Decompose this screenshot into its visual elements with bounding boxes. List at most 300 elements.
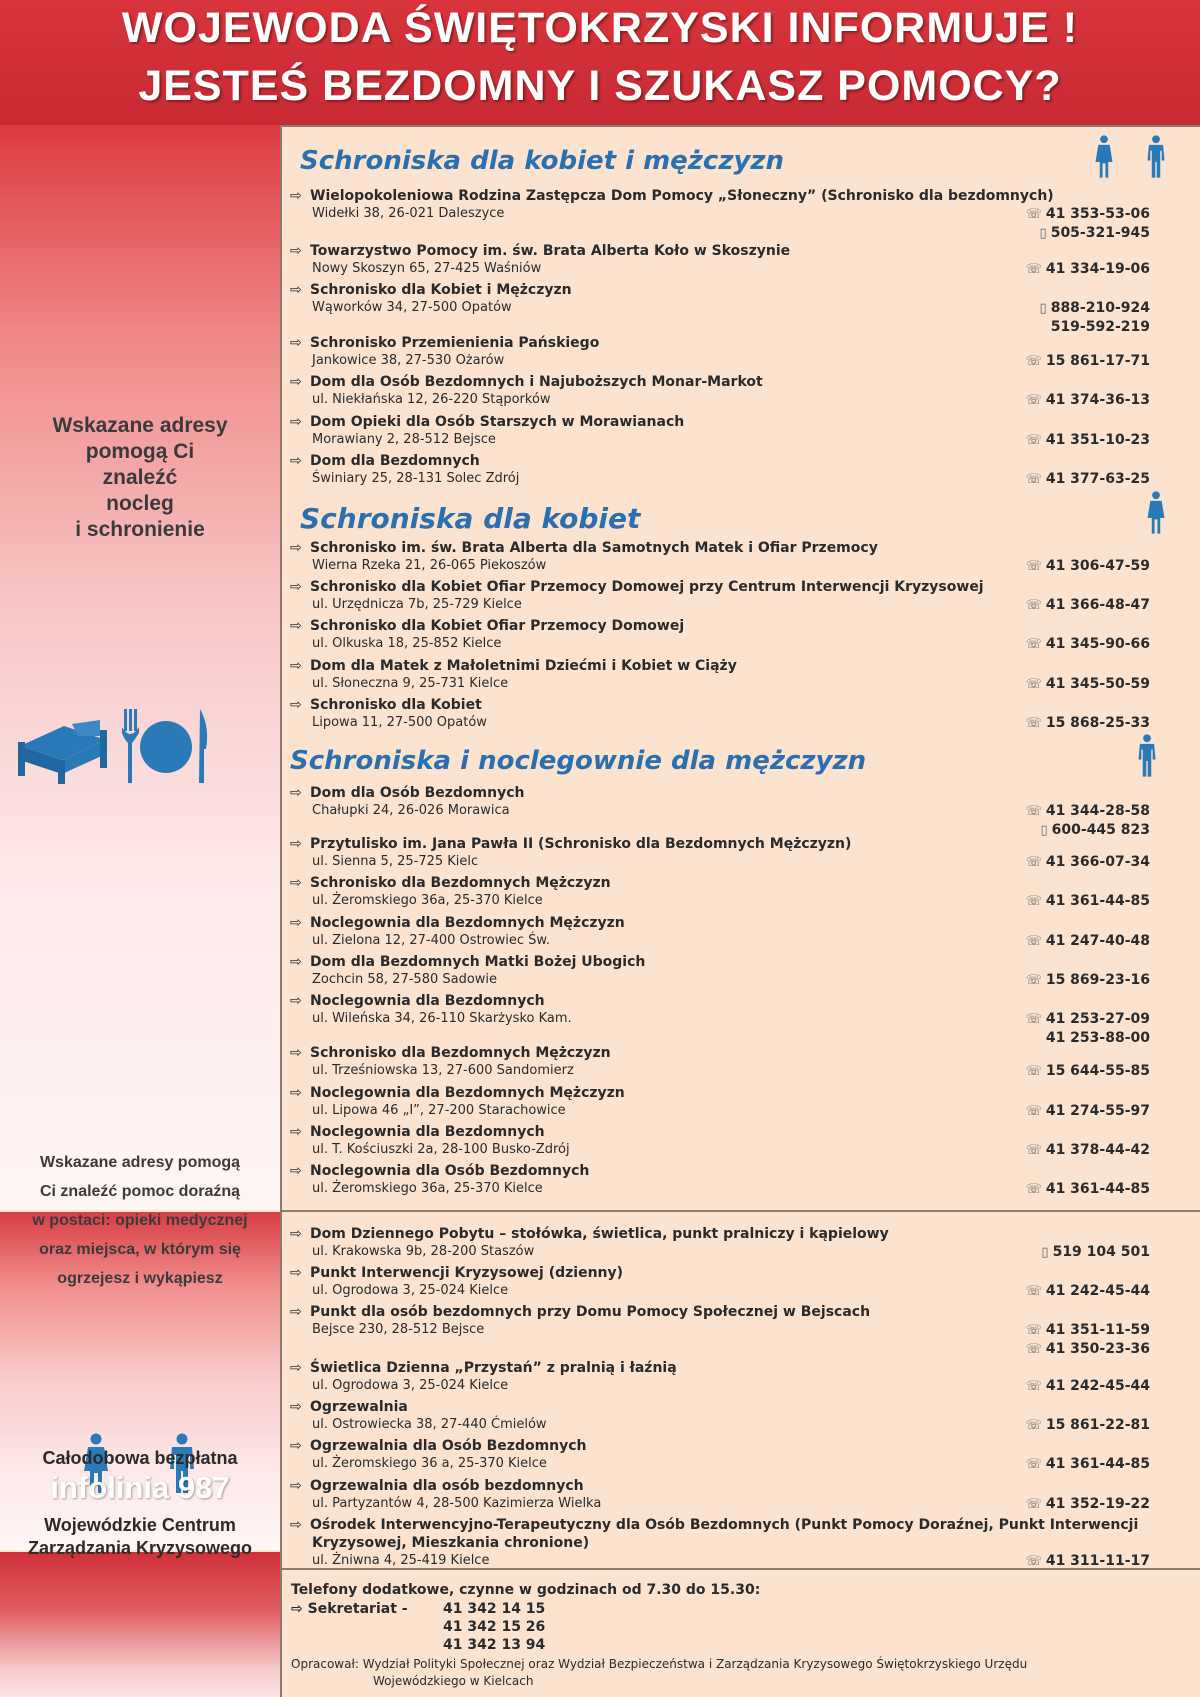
phone-icon: ☏ xyxy=(1025,472,1042,487)
entry-name xyxy=(290,1303,1150,1321)
phone-number-text: 15 869-23-16 xyxy=(1045,972,1150,988)
phone-number-text: 41 351-11-59 xyxy=(1045,1322,1150,1338)
entry-name-text: Schronisko Przemienienia Pańskiego xyxy=(310,335,600,351)
entry-name xyxy=(290,1516,1150,1534)
entry-phones xyxy=(1026,431,1150,450)
footer-phone: 41 342 14 15 xyxy=(443,1601,546,1617)
infolinia-number: infolinia 987 xyxy=(50,1470,230,1505)
entry-name-text: Schronisko dla Bezdomnych Mężczyzn xyxy=(310,875,611,891)
cutlery-icon xyxy=(118,707,210,785)
footer-credit xyxy=(291,1656,1171,1690)
entry-address: Chałupki 24, 26-026 Morawica xyxy=(312,803,510,818)
infolinia-org xyxy=(0,1514,280,1560)
entry-address: Nowy Skoszyn 65, 27-425 Waśniów xyxy=(312,261,542,276)
arrow-icon: ⇨ xyxy=(290,453,302,469)
list-item xyxy=(290,874,1150,910)
entry-name xyxy=(290,992,1150,1010)
infolinia-label: Całodobowa bezpłatna xyxy=(42,1448,238,1468)
list-item xyxy=(290,452,1150,488)
phone-number-text: 41 345-50-59 xyxy=(1045,676,1150,692)
entry-name-text: Wielopokoleniowa Rodzina Zastępcza Dom Pomocy „Słoneczny” (Schronisko dla bezdomnych) xyxy=(310,188,1054,204)
entry-name-text: Noclegownia dla Osób Bezdomnych xyxy=(310,1163,590,1179)
arrow-icon: ⇨ xyxy=(290,335,302,351)
entry-phones xyxy=(1026,205,1150,243)
phone-icon: ▯ xyxy=(1039,226,1047,241)
phone-icon: ☏ xyxy=(1025,855,1042,870)
entry-name xyxy=(290,696,1150,714)
phone-number[interactable] xyxy=(1026,205,1150,224)
arrow-icon: ⇨ xyxy=(290,875,302,891)
sidebar-text-shelter xyxy=(0,413,280,543)
list-item xyxy=(290,281,1150,335)
entry-phones xyxy=(1026,1010,1150,1048)
arrow-icon: ⇨ xyxy=(290,243,302,259)
list-item xyxy=(290,1516,1150,1570)
arrow-icon: ⇨ xyxy=(290,697,302,713)
entry-address: Wąworków 34, 27-500 Opatów xyxy=(312,300,512,315)
entry-phones xyxy=(1026,1455,1150,1474)
phone-number-text: 505-321-945 xyxy=(1050,225,1150,241)
phone-icon: ☏ xyxy=(1025,1064,1042,1079)
phone-number[interactable] xyxy=(1026,1321,1150,1340)
entry-address: Widełki 38, 26-021 Daleszyce xyxy=(312,206,505,221)
phone-icon: ☏ xyxy=(1025,207,1042,222)
phone-number-text: 41 344-28-58 xyxy=(1045,803,1150,819)
arrow-icon: ⇨ xyxy=(290,188,302,204)
entry-name xyxy=(290,657,1150,675)
section-title-women: Schroniska dla kobiet xyxy=(300,502,641,535)
phone-icon: ☏ xyxy=(1025,393,1042,408)
phone-number[interactable] xyxy=(1041,1243,1150,1262)
phone-icon: ☏ xyxy=(1025,934,1042,949)
phone-number-text: 41 366-07-34 xyxy=(1045,854,1150,870)
entry-address: ul. Trześniowska 13, 27-600 Sandomierz xyxy=(312,1063,574,1078)
entry-address: ul. Krakowska 9b, 28-200 Staszów xyxy=(312,1244,535,1259)
phone-number[interactable] xyxy=(1026,1340,1150,1359)
entry-name-text: Ogrzewalnia dla osób bezdomnych xyxy=(310,1478,584,1494)
phone-number[interactable] xyxy=(1026,714,1150,733)
sidebar-text-line: ogrzejesz i wykąpiesz xyxy=(57,1270,223,1287)
entry-name xyxy=(290,1264,1150,1282)
entry-address: Zochcin 58, 27-580 Sadowie xyxy=(312,972,498,987)
list-item xyxy=(290,1437,1150,1473)
header-subtitle: JESTEŚ BEZDOMNY I SZUKASZ POMOCY? xyxy=(138,62,1062,110)
entry-name-text: Noclegownia dla Bezdomnych Mężczyzn xyxy=(310,915,625,931)
entry-phones xyxy=(1026,1282,1150,1301)
phone-number-text: 41 242-45-44 xyxy=(1045,1283,1150,1299)
entry-phones xyxy=(1026,892,1150,911)
entry-name-text: Ośrodek Interwencyjno-Terapeutyczny dla Osób Bezdomnych (Punkt Pomocy Doraźnej, Punkt Interwencji xyxy=(310,1517,1139,1533)
list-item xyxy=(290,617,1150,653)
sekretariat-label: Sekretariat - xyxy=(307,1601,408,1617)
arrow-icon: ⇨ xyxy=(290,282,302,298)
sidebar-text-line: Wskazane adresy xyxy=(52,414,228,437)
entry-name xyxy=(290,1225,1150,1243)
entry-name xyxy=(290,187,1150,205)
entry-address: ul. Partyzantów 4, 28-500 Kazimierza Wielka xyxy=(312,1496,602,1511)
entry-phones xyxy=(1026,1377,1150,1396)
phone-number[interactable] xyxy=(1026,635,1150,654)
entry-address: ul. Żeromskiego 36 a, 25-370 Kielce xyxy=(312,1456,547,1471)
entry-address: ul. Żeromskiego 36a, 25-370 Kielce xyxy=(312,893,543,908)
arrow-icon: ⇨ xyxy=(290,1265,302,1281)
phone-number-text: 600-445 823 xyxy=(1051,822,1150,838)
entry-name xyxy=(290,281,1150,299)
list-item xyxy=(290,953,1150,989)
entry-name xyxy=(290,413,1150,431)
phone-icon: ☏ xyxy=(1025,1323,1042,1338)
entry-name-text: Świetlica Dzienna „Przystań” z pralnią i łaźnią xyxy=(310,1360,677,1376)
entry-phones xyxy=(1026,1102,1150,1121)
phone-icon: ☏ xyxy=(1025,894,1042,909)
entry-address: ul. Ogrodowa 3, 25-024 Kielce xyxy=(312,1283,509,1298)
phone-number[interactable] xyxy=(1026,1416,1150,1435)
arrow-icon: ⇨ xyxy=(290,1304,302,1320)
entry-name xyxy=(290,835,1150,853)
phone-icon: ☏ xyxy=(1025,433,1042,448)
phone-number-text: 15 868-25-33 xyxy=(1045,715,1150,731)
entry-name-text: Dom dla Bezdomnych Matki Bożej Ubogich xyxy=(310,954,646,970)
phone-number[interactable] xyxy=(1026,853,1150,872)
phone-icon: ☏ xyxy=(1025,804,1042,819)
phone-number[interactable] xyxy=(1026,892,1150,911)
phone-icon: ☏ xyxy=(1025,559,1042,574)
entry-phones xyxy=(1040,299,1150,337)
arrow-icon: ⇨ xyxy=(290,1045,302,1061)
entry-name-text: Dom dla Bezdomnych xyxy=(310,453,480,469)
arrow-icon: ⇨ xyxy=(290,1124,302,1140)
entry-phones xyxy=(1026,1321,1150,1359)
entry-phones xyxy=(1026,714,1150,733)
phone-number-text: 41 306-47-59 xyxy=(1045,558,1150,574)
sidebar-text-line: nocleg xyxy=(106,492,174,515)
list-item xyxy=(290,539,1150,575)
entry-phones xyxy=(1026,1062,1150,1081)
entry-name xyxy=(290,539,1150,557)
phone-icon: ☏ xyxy=(1025,1497,1042,1512)
entry-address: ul. Zielona 12, 27-400 Ostrowiec Św. xyxy=(312,933,550,948)
phone-number-text: 41 378-44-42 xyxy=(1045,1142,1150,1158)
phone-number-text: 41 334-19-06 xyxy=(1045,261,1150,277)
entry-name-text: Schronisko dla Kobiet xyxy=(310,697,482,713)
phone-number[interactable] xyxy=(1026,1010,1150,1029)
entry-name-text: Dom dla Osób Bezdomnych xyxy=(310,785,525,801)
arrow-icon: ⇨ xyxy=(290,954,302,970)
entry-name-text: Punkt dla osób bezdomnych przy Domu Pomocy Społecznej w Bejscach xyxy=(310,1304,871,1320)
entry-address: Morawiany 2, 28-512 Bejsce xyxy=(312,432,496,447)
list-item xyxy=(290,1303,1150,1357)
sidebar-text-line: i schronienie xyxy=(75,518,205,541)
entry-phones xyxy=(1026,1416,1150,1435)
arrow-icon: ⇨ xyxy=(290,540,302,556)
phone-number-text: 15 644-55-85 xyxy=(1045,1063,1150,1079)
entry-address: ul. Żeromskiego 36a, 25-370 Kielce xyxy=(312,1181,543,1196)
arrow-icon: ⇨ xyxy=(290,1226,302,1242)
list-item xyxy=(290,242,1150,278)
credit-line: Wojewódzkiego w Kielcach xyxy=(373,1674,534,1688)
entry-name xyxy=(290,617,1150,635)
list-item xyxy=(290,657,1150,693)
man-icon xyxy=(1137,734,1157,778)
entry-name xyxy=(290,1162,1150,1180)
phone-number[interactable] xyxy=(1026,1377,1150,1396)
entry-address: Wierna Rzeka 21, 26-065 Piekoszów xyxy=(312,558,547,573)
phone-number[interactable] xyxy=(1026,1282,1150,1301)
phone-icon: ☏ xyxy=(1025,1104,1042,1119)
phone-number[interactable] xyxy=(1026,1180,1150,1199)
sidebar-text-line: oraz miejsca, w którym się xyxy=(39,1241,241,1258)
phone-icon: ☏ xyxy=(1025,598,1042,613)
entry-phones xyxy=(1026,635,1150,654)
footer-sekretariat xyxy=(291,1601,408,1617)
infolinia-org-line: Zarządzania Kryzysowego xyxy=(27,1538,253,1558)
arrow-icon: ⇨ xyxy=(291,1601,308,1617)
phone-number[interactable] xyxy=(1026,431,1150,450)
phone-number-text: 41 351-10-23 xyxy=(1045,432,1150,448)
arrow-icon: ⇨ xyxy=(290,658,302,674)
entry-phones xyxy=(1026,470,1150,489)
phone-number-text: 41 345-90-66 xyxy=(1045,636,1150,652)
phone-number-text: 41 350-23-36 xyxy=(1045,1341,1150,1357)
arrow-icon: ⇨ xyxy=(290,1517,302,1533)
infolinia-org-line: Wojewódzkie Centrum xyxy=(44,1515,236,1535)
entry-name-text: Dom dla Matek z Małoletnimi Dziećmi i Kobiet w Ciąży xyxy=(310,658,737,674)
entry-name-text: Dom dla Osób Bezdomnych i Najuboższych Monar-Markot xyxy=(310,374,763,390)
phone-icon: ☏ xyxy=(1025,637,1042,652)
sidebar-text-line: w postaci: opieki medycznej xyxy=(32,1212,248,1229)
section-title-mixed: Schroniska dla kobiet i mężczyzn xyxy=(300,146,785,176)
phone-icon: ☏ xyxy=(1025,1379,1042,1394)
list-item xyxy=(290,1044,1150,1080)
list-item xyxy=(290,1477,1150,1513)
entry-address: ul. Urzędnicza 7b, 25-729 Kielce xyxy=(312,597,522,612)
woman-icon xyxy=(1146,491,1166,535)
entry-phones xyxy=(1026,1495,1150,1514)
footer-phone: 41 342 15 26 xyxy=(443,1619,546,1635)
entry-name-text: Punkt Interwencji Kryzysowej (dzienny) xyxy=(310,1265,624,1281)
list-item xyxy=(290,373,1150,409)
phone-number-text: 41 274-55-97 xyxy=(1045,1103,1150,1119)
arrow-icon: ⇨ xyxy=(290,1360,302,1376)
entry-address: ul. Wileńska 34, 26-110 Skarżysko Kam. xyxy=(312,1011,572,1026)
entry-name xyxy=(290,242,1150,260)
phone-number[interactable] xyxy=(1026,675,1150,694)
phone-icon: ☏ xyxy=(1025,1012,1042,1027)
header-title: WOJEWODA ŚWIĘTOKRZYSKI INFORMUJE ! xyxy=(121,4,1079,52)
entry-name xyxy=(290,1398,1150,1416)
phone-icon: ☏ xyxy=(1025,1418,1042,1433)
arrow-icon: ⇨ xyxy=(290,1478,302,1494)
sidebar-text-line: Wskazane adresy pomogą xyxy=(39,1154,241,1171)
entry-address: Bejsce 230, 28-512 Bejsce xyxy=(312,1322,485,1337)
list-item xyxy=(290,1162,1150,1198)
entry-address: ul. Żniwna 4, 25-419 Kielce xyxy=(312,1553,490,1568)
arrow-icon: ⇨ xyxy=(290,915,302,931)
entry-phones xyxy=(1026,971,1150,990)
entry-address: ul. Sienna 5, 25-725 Kielc xyxy=(312,854,479,869)
entry-address: Jankowice 38, 27-530 Ożarów xyxy=(312,353,505,368)
list-item xyxy=(290,914,1150,950)
phone-number[interactable] xyxy=(1026,1141,1150,1160)
footer-phone: 41 342 13 94 xyxy=(443,1637,546,1653)
list-item xyxy=(290,1398,1150,1434)
phone-number[interactable] xyxy=(1026,470,1150,489)
list-item xyxy=(290,784,1150,838)
entry-address: Lipowa 11, 27-500 Opatów xyxy=(312,715,487,730)
phone-icon: ▯ xyxy=(1040,823,1048,838)
entry-name xyxy=(290,1044,1150,1062)
entry-name-text: Noclegownia dla Bezdomnych xyxy=(310,993,545,1009)
entry-name-text: Schronisko im. św. Brata Alberta dla Samotnych Matek i Ofiar Przemocy xyxy=(310,540,878,556)
phone-icon: ▯ xyxy=(1039,301,1047,316)
entry-address: ul. Słoneczna 9, 25-731 Kielce xyxy=(312,676,509,691)
phone-number-text: 15 861-17-71 xyxy=(1045,353,1150,369)
arrow-icon: ⇨ xyxy=(290,374,302,390)
phone-number-text: 41 361-44-85 xyxy=(1045,1456,1150,1472)
phone-number[interactable] xyxy=(1026,260,1150,279)
phone-icon: ☏ xyxy=(1025,973,1042,988)
sidebar-text-line: pomogą Ci xyxy=(85,440,195,463)
phone-number[interactable] xyxy=(1026,1495,1150,1514)
phone-number[interactable] xyxy=(1026,352,1150,371)
phone-number[interactable] xyxy=(1026,557,1150,576)
footer-title: Telefony dodatkowe, czynne w godzinach od 7.30 do 15.30: xyxy=(291,1582,761,1598)
entry-phones xyxy=(1026,260,1150,279)
arrow-icon: ⇨ xyxy=(290,836,302,852)
list-item xyxy=(290,187,1150,241)
entry-address: ul. Niekłańska 12, 26-220 Stąporków xyxy=(312,392,551,407)
entry-phones xyxy=(1026,932,1150,951)
sidebar-text-line: znaleźć xyxy=(102,466,178,489)
entry-phones xyxy=(1026,1552,1150,1571)
arrow-icon: ⇨ xyxy=(290,1399,302,1415)
phone-icon: ☏ xyxy=(1025,1143,1042,1158)
phone-number-text: 41 253-27-09 xyxy=(1045,1011,1150,1027)
entry-phones xyxy=(1026,1141,1150,1160)
entry-name xyxy=(290,1359,1150,1377)
list-item xyxy=(290,835,1150,871)
sidebar-panel-top xyxy=(0,125,280,1210)
entry-address: ul. Ogrodowa 3, 25-024 Kielce xyxy=(312,1378,509,1393)
entry-name-text: Towarzystwo Pomocy im. św. Brata Alberta Koło w Skoszynie xyxy=(310,243,791,259)
phone-number[interactable] xyxy=(1026,802,1150,821)
list-item xyxy=(290,1225,1150,1261)
entry-name-text: Dom Opieki dla Osób Starszych w Morawianach xyxy=(310,414,685,430)
entry-address: ul. Lipowa 46 „I”, 27-200 Starachowice xyxy=(312,1103,566,1118)
header-banner xyxy=(0,0,1200,125)
entry-name-cont: Kryzysowej, Mieszkania chronione) xyxy=(312,1535,590,1551)
list-item xyxy=(290,334,1150,370)
bed-icon xyxy=(16,716,108,786)
entry-phones xyxy=(1026,557,1150,576)
phone-number-text: 41 253-88-00 xyxy=(1045,1030,1150,1046)
phone-number[interactable] xyxy=(1026,1062,1150,1081)
phone-icon: ☏ xyxy=(1025,1284,1042,1299)
section-title-men: Schroniska i noclegownie dla mężczyzn xyxy=(290,746,867,776)
sidebar-panel-bottom xyxy=(0,1552,280,1697)
phone-number[interactable] xyxy=(1026,391,1150,410)
phone-number-text: 41 374-36-13 xyxy=(1045,392,1150,408)
phone-number-text: 41 242-45-44 xyxy=(1045,1378,1150,1394)
arrow-icon: ⇨ xyxy=(290,579,302,595)
list-item xyxy=(290,1123,1150,1159)
phone-number-text: 41 352-19-22 xyxy=(1045,1496,1150,1512)
woman-icon xyxy=(1094,135,1114,179)
phone-number-text: 41 361-44-85 xyxy=(1045,1181,1150,1197)
phone-icon: ☏ xyxy=(1025,354,1042,369)
list-item xyxy=(290,1084,1150,1120)
entry-name-text: Ogrzewalnia xyxy=(310,1399,408,1415)
entry-name xyxy=(290,334,1150,352)
man-icon xyxy=(1146,135,1166,179)
sidebar-text-aid xyxy=(0,1148,280,1293)
phone-number-text: 519 104 501 xyxy=(1052,1244,1150,1260)
list-item xyxy=(290,1264,1150,1300)
sidebar-text-line: Ci znaleźć pomoc doraźną xyxy=(39,1183,241,1200)
phone-number-text: 41 247-40-48 xyxy=(1045,933,1150,949)
entry-name xyxy=(290,1084,1150,1102)
entry-phones xyxy=(1026,352,1150,371)
phone-icon: ☏ xyxy=(1025,262,1042,277)
phone-number[interactable] xyxy=(1026,971,1150,990)
entry-address: ul. Olkuska 18, 25-852 Kielce xyxy=(312,636,502,651)
entry-phones xyxy=(1026,1180,1150,1199)
entry-name xyxy=(290,874,1150,892)
entry-phones xyxy=(1026,391,1150,410)
entry-name xyxy=(290,578,1150,596)
entry-address: ul. T. Kościuszki 2a, 28-100 Busko-Zdrój xyxy=(312,1142,570,1157)
phone-icon: ☏ xyxy=(1025,1342,1042,1357)
entry-phones xyxy=(1026,853,1150,872)
phone-number-text: 41 353-53-06 xyxy=(1045,206,1150,222)
entry-phones xyxy=(1026,596,1150,615)
entry-name xyxy=(290,914,1150,932)
phone-number[interactable] xyxy=(1026,1455,1150,1474)
entry-name-text: Schronisko dla Kobiet Ofiar Przemocy Domowej xyxy=(310,618,685,634)
entry-name xyxy=(290,1437,1150,1455)
entry-name-text: Noclegownia dla Bezdomnych Mężczyzn xyxy=(310,1085,625,1101)
phone-number[interactable] xyxy=(1026,932,1150,951)
entry-name-text: Dom Dziennego Pobytu – stołówka, świetlica, punkt pralniczy i kąpielowy xyxy=(310,1226,889,1242)
entry-address: Świniary 25, 28-131 Solec Zdrój xyxy=(312,471,520,486)
phone-number[interactable] xyxy=(1026,596,1150,615)
phone-number[interactable] xyxy=(1040,299,1150,318)
phone-number[interactable] xyxy=(1026,1552,1150,1571)
phone-number[interactable] xyxy=(1026,224,1150,243)
entry-name xyxy=(290,1123,1150,1141)
phone-icon: ☏ xyxy=(1025,1554,1042,1569)
phone-number-text: 41 366-48-47 xyxy=(1045,597,1150,613)
entry-phones xyxy=(1041,1243,1150,1262)
entry-name xyxy=(290,452,1150,470)
list-item xyxy=(290,1359,1150,1395)
entry-name xyxy=(290,1477,1150,1495)
phone-icon: ☏ xyxy=(1025,716,1042,731)
list-item xyxy=(290,578,1150,614)
entry-phones xyxy=(1026,675,1150,694)
phone-number-text: 519-592-219 xyxy=(1050,319,1150,335)
arrow-icon: ⇨ xyxy=(290,1163,302,1179)
entry-name-text: Ogrzewalnia dla Osób Bezdomnych xyxy=(310,1438,587,1454)
phone-number-text: 41 361-44-85 xyxy=(1045,893,1150,909)
phone-number-text: 41 311-11-17 xyxy=(1045,1553,1150,1569)
entry-name-text: Schronisko dla Kobiet i Mężczyzn xyxy=(310,282,572,298)
phone-number-text: 41 377-63-25 xyxy=(1045,471,1150,487)
arrow-icon: ⇨ xyxy=(290,618,302,634)
phone-number-text: 15 861-22-81 xyxy=(1045,1417,1150,1433)
phone-number[interactable] xyxy=(1026,1102,1150,1121)
entry-name xyxy=(290,373,1150,391)
